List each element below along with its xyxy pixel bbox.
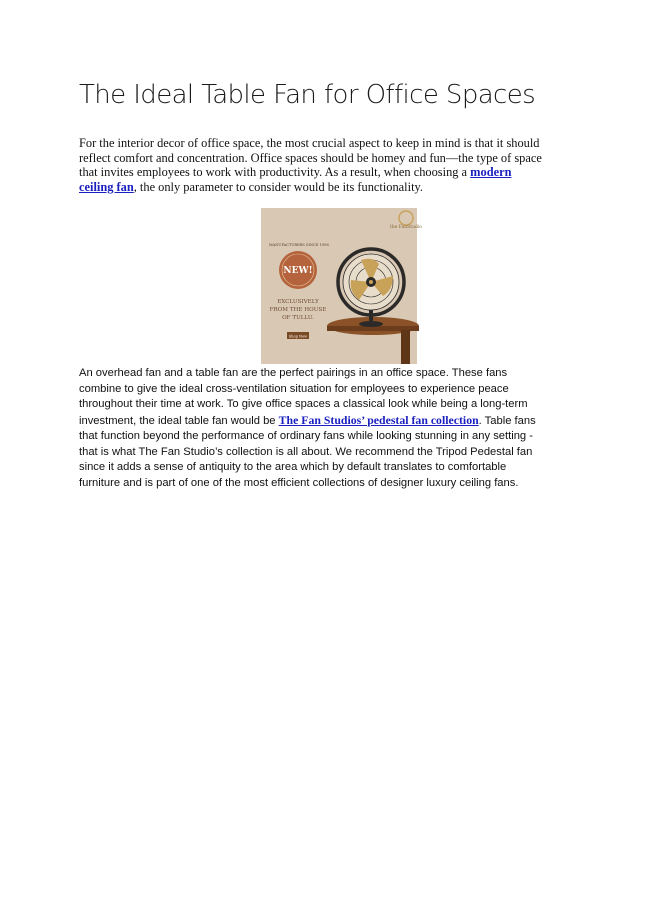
paragraph-text: that invites employees to work with productivity. As a result, when choosing a [79, 165, 471, 179]
page-title: The Ideal Table Fan for Office Spaces [79, 80, 536, 110]
logo-text: the FanStudio [389, 225, 423, 230]
modern-ceiling-fan-link[interactable]: modern [470, 165, 512, 179]
new-badge-text: NEW! [283, 266, 313, 276]
paragraph-line: since it adds a sense of antiquity to the area which by default translates to comfortable [79, 461, 507, 473]
paragraph-line: An overhead fan and a table fan are the perfect pairings in an office space. These fans [79, 367, 508, 379]
paragraph-line: throughout their time at work. To give office spaces a classical look while being a long-term [79, 398, 528, 410]
body-paragraph [79, 366, 579, 491]
caption-line: EXCLUSIVELY [277, 299, 319, 305]
caption-line: OF TULLU. [282, 315, 314, 321]
paragraph-line [79, 165, 579, 180]
intro-paragraph [79, 136, 579, 194]
shop-now-label: Shop Now [288, 334, 308, 339]
paragraph-line [79, 180, 579, 195]
paragraph-text: investment, the ideal table fan would be [79, 414, 279, 427]
modern-ceiling-fan-link-cont[interactable]: ceiling fan [79, 179, 134, 194]
paragraph-text: . Table fans [478, 414, 536, 427]
product-image [261, 208, 423, 364]
paragraph-line: furniture and is part of one of the most efficient collections of designer luxury ceiling fans. [79, 476, 519, 489]
paragraph-line: that is what The Fan Studio’s collection is all about. We recommend the Tripod Pedestal fan [79, 445, 533, 458]
caption-line: FROM THE HOUSE [269, 307, 327, 313]
paragraph-line: reflect comfort and concentration. Office spaces should be homey and fun—the type of space [79, 150, 542, 165]
paragraph-text: , the only parameter to consider would be its functionality. [133, 179, 424, 194]
new-badge [279, 251, 317, 289]
paragraph-line: that function beyond the performance of ordinary fans while looking stunning in any setting - [79, 430, 533, 442]
badge-top-text: MANUFACTURERS SINCE 1998 [269, 243, 329, 247]
paragraph-line [79, 413, 579, 430]
paragraph-line: For the interior decor of office space, the most crucial aspect to keep in mind is that it should [79, 136, 540, 150]
pedestal-fan-collection-link[interactable]: The Fan Studios’ pedestal fan collection [278, 412, 479, 427]
paragraph-line: combine to give the ideal cross-ventilation situation for employees to experience peace [79, 382, 509, 395]
